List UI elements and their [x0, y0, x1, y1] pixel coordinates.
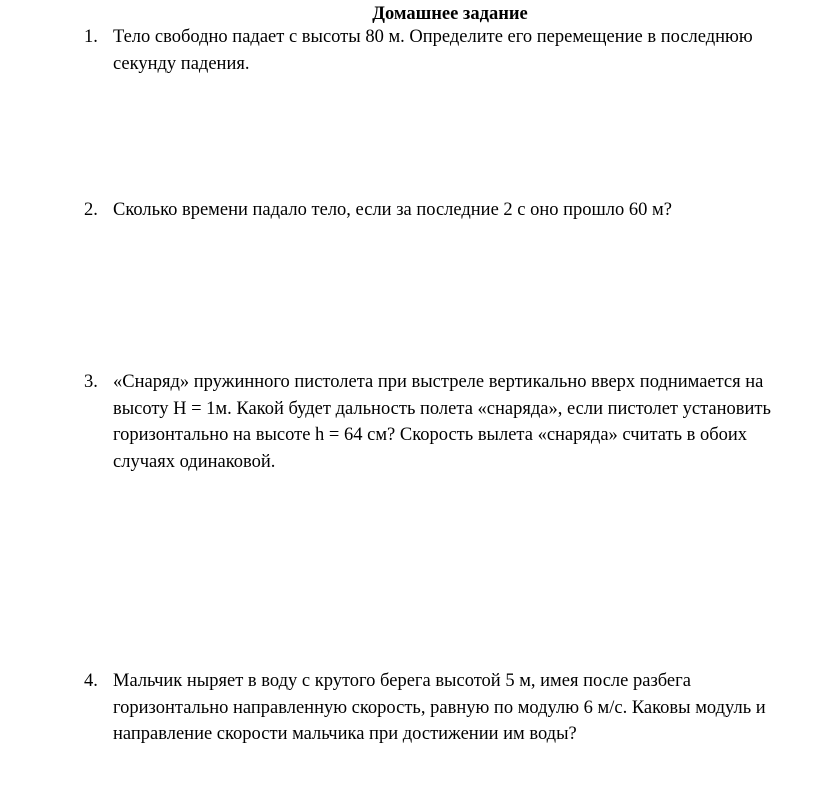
- task-text-line: Тело свободно падает с высоты 80 м. Определите его перемещение в последнюю: [113, 27, 753, 47]
- task-text-line: высоту H = 1м. Какой будет дальность полета «снаряда», если пистолет установить: [113, 398, 771, 419]
- task-text-line: Сколько времени падало тело, если за последние 2 с оно прошло 60 м?: [113, 200, 672, 220]
- task-text-line: горизонтально направленную скорость, равную по модулю 6 м/с. Каковы модуль и: [113, 697, 766, 718]
- task-text: [113, 369, 784, 475]
- task-text-line: направление скорости мальчика при достижении им воды?: [113, 724, 577, 744]
- task-text: [113, 24, 784, 77]
- task-number: 4.: [84, 671, 98, 691]
- task-4: [84, 668, 784, 748]
- task-text: [113, 197, 784, 224]
- task-2: [84, 197, 784, 224]
- task-text-line: случаях одинаковой.: [113, 451, 276, 472]
- page-title: Домашнее задание: [372, 4, 528, 24]
- task-3: [84, 369, 784, 475]
- task-number: 3.: [84, 372, 98, 392]
- task-text: [113, 668, 784, 748]
- task-text-line: секунду падения.: [113, 53, 250, 74]
- task-text-line: «Снаряд» пружинного пистолета при выстреле вертикально вверх поднимается на: [113, 372, 764, 392]
- task-number: 1.: [84, 27, 98, 47]
- task-text-line: горизонтально на высоте h = 64 см? Скорость вылета «снаряда» считать в обоих: [113, 425, 748, 445]
- task-1: [84, 24, 784, 77]
- task-text-line: Мальчик ныряет в воду с крутого берега высотой 5 м, имея после разбега: [113, 671, 691, 691]
- task-number: 2.: [84, 200, 98, 220]
